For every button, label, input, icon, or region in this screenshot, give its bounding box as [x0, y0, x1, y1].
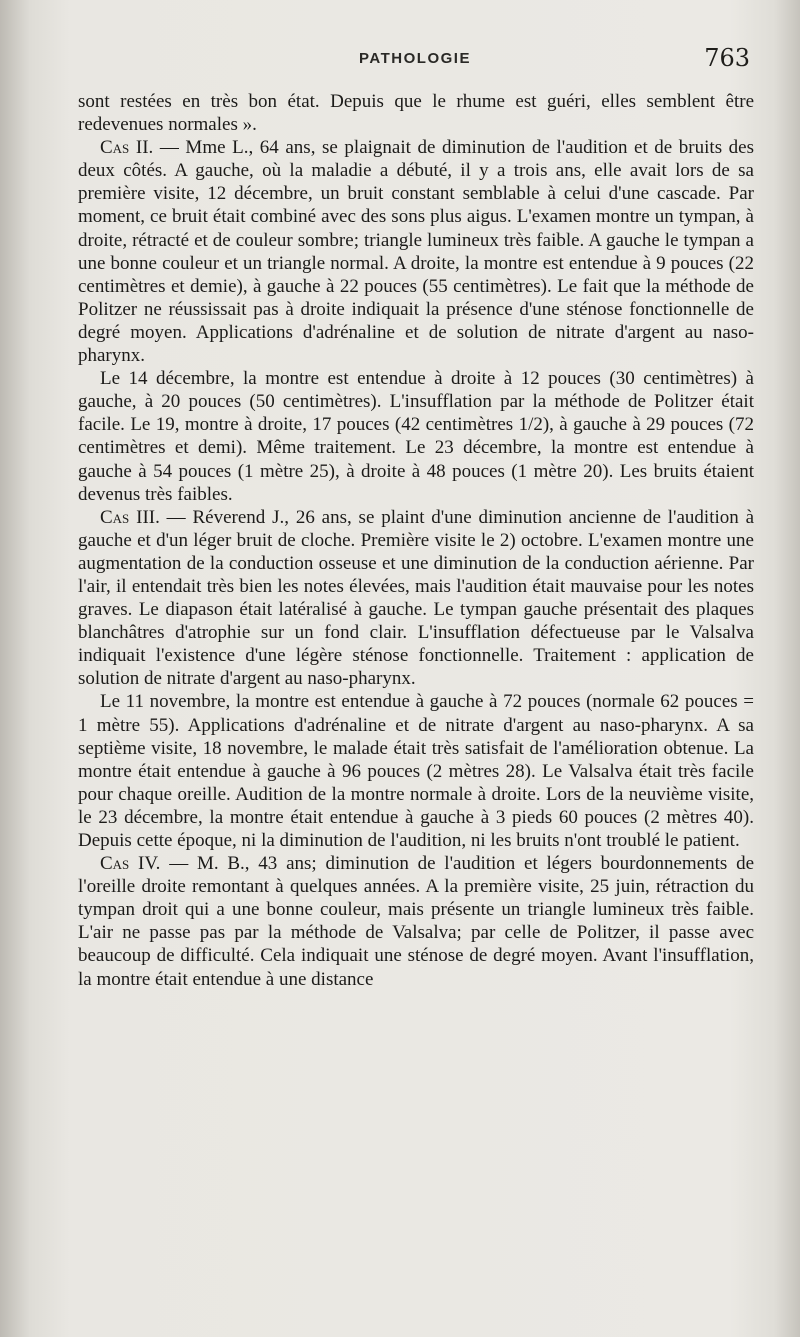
case-label: Cas IV. — [100, 853, 161, 875]
body-text — [78, 90, 754, 991]
paragraph-text: — Réverend J., 26 ans, se plaint d'une diminution ancienne de l'audition à gauche et d'un léger bruit de cloche. Première visite le 2) octobre. L'examen montre une augmentation de la conduction osseuse et une diminution de la conduction aérienne. Par l'air, il entendait très bien les notes élevées, mais l'audition était mauvaise pour les notes graves. Le diapason était latéralisé à gauche. Le tympan gauche présentait des plaques blanchâtres d'atrophie sur un fond clair. L'insufflation défectueuse par le Valsalva indiquait l'existence d'une légère sténose fonctionnelle. Traitement : application de solution de nitrate d'argent au naso-pharynx. — [78, 506, 755, 690]
running-head: PATHOLOGIE — [359, 50, 471, 67]
paragraph — [78, 90, 754, 136]
paragraph — [78, 690, 754, 852]
case-label: Cas III. — [100, 506, 160, 528]
paragraph-text: Le 14 décembre, la montre est entendue à droite à 12 pouces (30 centimètres) à gauche, à 20 pouces (50 centimètres). L'insufflation par la méthode de Politzer était facile. Le 19, montre à droite, 17 pouces (42 centimètres 1/2), à gauche à 29 pouces (72 centimètres et demi). Même traitement. Le 23 décembre, la montre est entendue à gauche à 54 pouces (1 mètre 25), à droite à 48 pouces (1 mètre 20). Les bruits étaient devenus très faibles. — [78, 368, 754, 505]
page-number: 763 — [704, 44, 750, 72]
page-header — [80, 44, 750, 74]
paragraph — [78, 506, 754, 691]
paragraph — [78, 136, 754, 367]
paragraph-text: Le 11 novembre, la montre est entendue à gauche à 72 pouces (normale 62 pouces = 1 mètre 55). Applications d'adrénaline et de nitrate d'argent au naso-pharynx. A sa septième visite, 18 novembre, le malade était très satisfait de l'amélioration obtenue. La montre était entendue à gauche à 96 pouces (2 mètres 28). Le Valsalva était très facile pour chaque oreille. Audition de la montre normale à droite. Lors de la neuvième visite, le 23 décembre, la montre était entendue à gauche à 3 pieds 60 pouces (2 mètres 40). Depuis cette époque, ni la diminution de l'audition, ni les bruits n'ont troublé le patient. — [78, 691, 754, 851]
paragraph — [78, 852, 754, 991]
paragraph — [78, 367, 754, 506]
case-label: Cas II. — [100, 137, 154, 159]
paragraph-text: — M. B., 43 ans; diminution de l'audition et légers bourdonnements de l'oreille droite remontant à quelques années. A la première visite, 25 juin, rétraction du tympan droit qui a une bonne couleur, mais présente un triangle lumineux très faible. L'air ne passe pas par la méthode de Valsalva; par celle de Politzer, il passe avec beaucoup de difficulté. Cela indiquait une sténose de degré moyen. Avant l'insufflation, la montre était entendue à une distance — [78, 853, 755, 990]
paragraph-text: — Mme L., 64 ans, se plaignait de diminution de l'audition et de bruits des deux côtés. A gauche, où la maladie a débuté, il y a trois ans, elle avait lors de sa première visite, 12 décembre, un bruit constant semblable à celui d'une cascade. Par moment, ce bruit était combiné avec des sons plus aigus. L'examen montre un tympan, à droite, rétracté et de couleur sombre; triangle lumineux très faible. A gauche le tympan a une bonne couleur et un triangle normal. A droite, la montre est entendue à 9 pouces (22 centimètres et demie), à gauche à 22 pouces (55 centimètres). Le fait que la méthode de Politzer ne réussissait pas à droite indiquait la présence d'une sténose fonctionnelle de degré moyen. Applications d'adrénaline et de solution de nitrate d'argent au naso-pharynx. — [78, 137, 754, 367]
paragraph-text: sont restées en très bon état. Depuis que le rhume est guéri, elles semblent être redevenues normales ». — [78, 91, 754, 136]
